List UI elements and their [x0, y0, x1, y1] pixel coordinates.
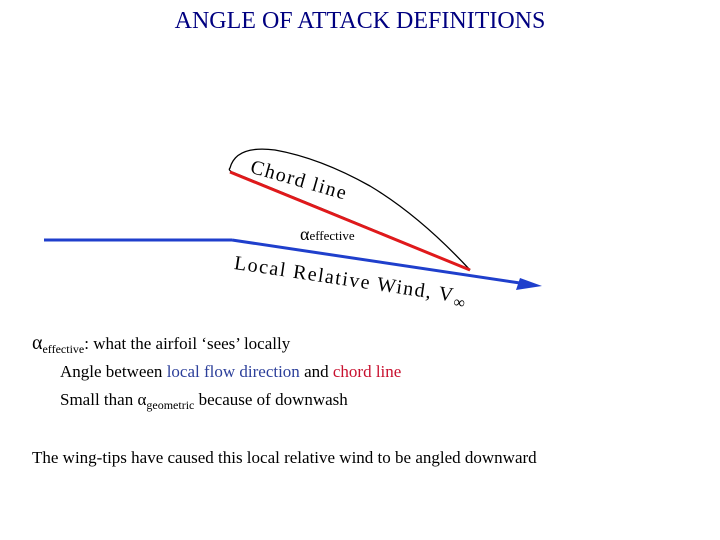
local-flow-direction-text: local flow direction — [166, 362, 300, 381]
geometric-subscript: geometric — [146, 398, 195, 412]
infinity-symbol: ∞ — [452, 293, 468, 313]
alpha-subscript: effective — [309, 228, 355, 243]
definition-alpha-subscript: effective — [42, 342, 85, 356]
definition-line-3-post: because of downwash — [194, 390, 348, 409]
alpha-symbol: α — [300, 224, 310, 244]
definition-line-3-pre: Small than — [60, 390, 138, 409]
definition-alpha: α — [32, 332, 43, 354]
geometric-alpha: α — [137, 390, 147, 409]
page-title: ANGLE OF ATTACK DEFINITIONS — [174, 8, 546, 34]
chord-line-label: Chord line — [247, 156, 351, 205]
definition-line-2-mid: and — [299, 362, 333, 381]
chord-line — [230, 172, 470, 270]
definition-line-1-text: : what the airfoil ‘sees’ locally — [84, 334, 291, 353]
definition-line-1 — [32, 332, 290, 357]
alpha-effective-label — [300, 224, 355, 245]
relative-wind-text: Local Relative Wind, V — [232, 252, 457, 307]
chord-line-text: chord line — [332, 362, 402, 381]
definition-line-2-pre: Angle between — [60, 362, 167, 381]
wing-tip-note: The wing-tips have caused this local relative wind to be angled downward — [32, 448, 537, 467]
definition-line-3 — [60, 390, 348, 413]
definition-line-2 — [60, 362, 401, 382]
wind-arrowhead — [516, 278, 542, 290]
